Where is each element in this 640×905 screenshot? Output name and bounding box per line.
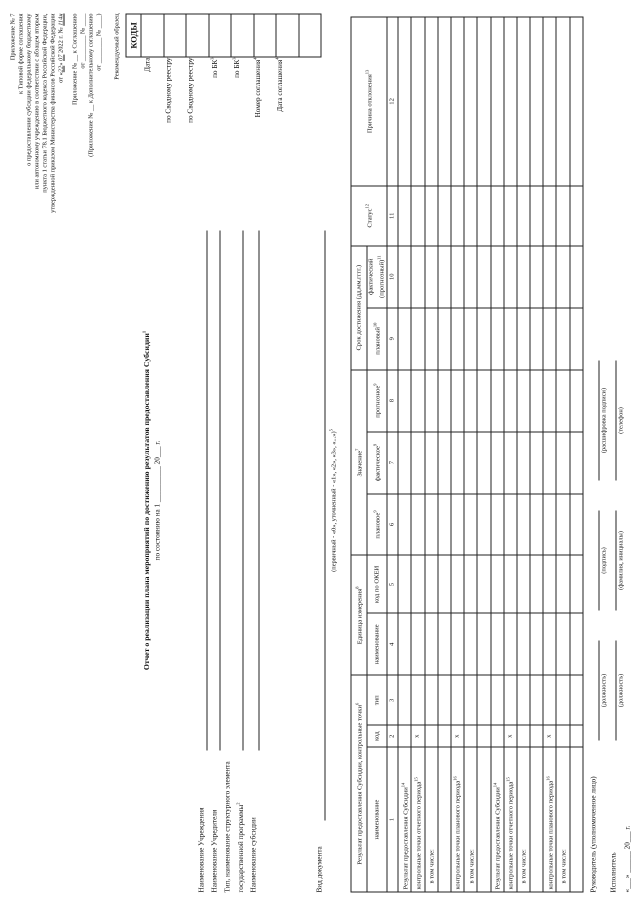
header-type: тип <box>367 675 387 725</box>
row-value-cell[interactable] <box>490 307 503 369</box>
header-okei: код по ОКЕИ <box>367 555 387 613</box>
sig-phone-hint: (телефон) <box>617 406 624 434</box>
row-value-cell[interactable] <box>516 17 529 186</box>
row-name-cell[interactable] <box>530 747 543 892</box>
row-value-cell[interactable] <box>503 555 516 613</box>
row-value-cell[interactable] <box>450 613 463 675</box>
row-value-cell[interactable] <box>569 431 582 493</box>
row-value-cell[interactable] <box>464 17 477 186</box>
row-value-cell[interactable] <box>530 613 543 675</box>
header-term: Срок достижения (дд.мм.гггг.) <box>351 245 367 369</box>
row-value-cell[interactable] <box>450 17 463 186</box>
row-value-cell[interactable] <box>556 369 569 431</box>
header-reason: Причина отклонения$^{13}$ <box>351 17 387 186</box>
label-date: Дата <box>143 57 151 72</box>
column-number: 7 <box>387 431 398 493</box>
row-value-cell[interactable] <box>477 307 490 369</box>
row-code-cell[interactable] <box>516 725 529 747</box>
sig-decode-hint: (расшифровка подписи) <box>600 387 607 453</box>
column-number: 6 <box>387 493 398 555</box>
row-value-cell[interactable] <box>503 185 516 245</box>
row-value-cell[interactable] <box>516 613 529 675</box>
appendix-line: утвержденной приказом Министерства финансов Российской Федерации <box>49 13 56 213</box>
sig-head-label: Руководитель (уполномоченное лицо) <box>589 775 597 892</box>
table-row <box>450 17 463 892</box>
code-cell[interactable] <box>253 14 276 57</box>
row-value-cell[interactable] <box>543 555 556 613</box>
row-value-cell[interactable] <box>516 555 529 613</box>
table-body <box>398 17 583 892</box>
header-unit: Единица измерения$^8$ <box>351 555 367 675</box>
row-code-cell[interactable] <box>490 725 503 747</box>
codes-header: КОДЫ <box>126 14 141 57</box>
row-value-cell[interactable] <box>556 185 569 245</box>
table-row <box>543 17 556 892</box>
row-value-cell[interactable] <box>516 493 529 555</box>
row-value-cell[interactable] <box>490 431 503 493</box>
row-value-cell[interactable] <box>516 431 529 493</box>
row-value-cell[interactable] <box>477 613 490 675</box>
row-value-cell[interactable] <box>437 555 450 613</box>
agreement-ref-line: от ________ № ____ <box>79 13 86 69</box>
appendix-line: Приложение № 7 <box>9 13 16 60</box>
label-bk-1: по $БК^3$ <box>209 57 219 78</box>
row-value-cell[interactable] <box>398 17 411 186</box>
field-program-type: Тип, наименование структурного элемента <box>223 760 231 892</box>
row-value-cell[interactable] <box>503 307 516 369</box>
recommended-label: Рекомендуемый образец <box>113 13 120 80</box>
sig-line <box>598 640 599 740</box>
row-value-cell[interactable] <box>450 675 463 725</box>
row-value-cell[interactable] <box>530 431 543 493</box>
row-code-cell[interactable]: x <box>411 725 424 747</box>
header-plan: плановое$^9$ <box>367 493 387 555</box>
row-value-cell[interactable] <box>530 675 543 725</box>
label-svodny-1: по Сводному реестру <box>164 57 172 123</box>
report-table <box>350 16 583 892</box>
row-name-cell[interactable]: контрольные точки отчетного периода$^{15}$ <box>503 747 516 892</box>
row-value-cell[interactable] <box>398 493 411 555</box>
row-value-cell[interactable] <box>437 17 450 186</box>
row-name-cell[interactable]: в том числе: <box>556 747 569 892</box>
row-value-cell[interactable] <box>530 555 543 613</box>
row-value-cell[interactable] <box>398 185 411 245</box>
sig-line <box>598 360 599 480</box>
sig-executor-label: Исполнитель <box>609 851 617 892</box>
column-number-row <box>387 17 398 892</box>
field-document-type: Вид документа <box>315 845 323 892</box>
code-cell[interactable] <box>231 14 254 57</box>
code-cell[interactable] <box>208 14 231 57</box>
sig-position-hint: (должность) <box>617 673 624 707</box>
row-value-cell[interactable] <box>569 613 582 675</box>
row-value-cell[interactable] <box>503 675 516 725</box>
label-agreement-date: Дата соглашения$^4$ <box>274 57 284 112</box>
field-line <box>258 230 259 750</box>
row-value-cell[interactable] <box>398 369 411 431</box>
row-value-cell[interactable] <box>398 613 411 675</box>
table-row <box>398 17 411 892</box>
row-value-cell[interactable] <box>543 613 556 675</box>
field-line <box>219 230 220 750</box>
row-value-cell[interactable] <box>569 245 582 307</box>
row-value-cell[interactable] <box>437 245 450 307</box>
row-value-cell[interactable] <box>437 493 450 555</box>
appendix-line: к Типовой форме соглашения <box>17 13 24 94</box>
code-cell[interactable] <box>186 14 209 57</box>
appendix-line: о предоставлении субсидии федеральному бюджетному <box>25 13 32 166</box>
column-number: 8 <box>387 369 398 431</box>
row-value-cell[interactable] <box>411 675 424 725</box>
row-value-cell[interactable] <box>530 369 543 431</box>
field-institution: Наименование Учреждения <box>197 807 205 892</box>
row-value-cell[interactable] <box>411 431 424 493</box>
field-program: государственной программы$^2$ <box>235 802 245 892</box>
codes-table <box>125 13 321 57</box>
row-value-cell[interactable] <box>490 369 503 431</box>
field-founder: Наименование Учредителя <box>210 809 218 892</box>
row-value-cell[interactable] <box>450 431 463 493</box>
row-value-cell[interactable] <box>464 369 477 431</box>
row-value-cell[interactable] <box>516 185 529 245</box>
handwritten-number: 114н <box>57 13 64 26</box>
table-row <box>530 17 543 892</box>
label-agreement-number: Номер соглашения$^4$ <box>252 57 262 117</box>
column-number: 3 <box>387 675 398 725</box>
row-value-cell[interactable] <box>516 245 529 307</box>
row-value-cell[interactable] <box>556 431 569 493</box>
row-value-cell[interactable] <box>503 369 516 431</box>
table-row <box>516 17 529 892</box>
column-number: 12 <box>387 17 398 186</box>
code-cell[interactable] <box>298 14 321 57</box>
row-value-cell[interactable] <box>411 245 424 307</box>
row-value-cell[interactable] <box>490 245 503 307</box>
row-value-cell[interactable] <box>543 307 556 369</box>
row-value-cell[interactable] <box>398 555 411 613</box>
row-value-cell[interactable] <box>424 369 437 431</box>
column-number: 4 <box>387 613 398 675</box>
column-number: 9 <box>387 307 398 369</box>
table-row <box>424 17 437 892</box>
code-cell[interactable] <box>276 14 299 57</box>
label-bk-2: по $БК^3$ <box>231 57 241 78</box>
row-value-cell[interactable] <box>477 17 490 186</box>
row-value-cell[interactable] <box>516 675 529 725</box>
row-value-cell[interactable] <box>411 369 424 431</box>
sig-line <box>598 510 599 610</box>
rotated-document-page <box>5 5 635 900</box>
row-value-cell[interactable] <box>543 493 556 555</box>
row-code-cell[interactable] <box>464 725 477 747</box>
field-line <box>324 230 325 820</box>
row-value-cell[interactable] <box>398 245 411 307</box>
table-row <box>503 17 516 892</box>
row-code-cell[interactable] <box>424 725 437 747</box>
code-cell[interactable] <box>163 14 186 57</box>
as-of-date: по состоянию на 1 __________ 20___ г. <box>153 440 161 560</box>
row-value-cell[interactable] <box>477 245 490 307</box>
column-number: 1 <box>387 747 398 892</box>
sig-line <box>615 360 616 480</box>
row-value-cell[interactable] <box>516 369 529 431</box>
row-value-cell[interactable] <box>411 307 424 369</box>
code-cell[interactable] <box>141 14 164 57</box>
row-value-cell[interactable] <box>464 185 477 245</box>
row-value-cell[interactable] <box>569 675 582 725</box>
sig-line <box>615 510 616 610</box>
row-value-cell[interactable] <box>424 185 437 245</box>
row-value-cell[interactable] <box>411 613 424 675</box>
row-value-cell[interactable] <box>437 431 450 493</box>
row-value-cell[interactable] <box>530 493 543 555</box>
row-value-cell[interactable] <box>503 17 516 186</box>
row-value-cell[interactable] <box>503 613 516 675</box>
row-name-cell[interactable]: контрольные точки отчетного периода$^{15}$ <box>411 747 424 892</box>
row-value-cell[interactable] <box>569 307 582 369</box>
row-value-cell[interactable] <box>450 185 463 245</box>
agreement-ref-line: (Приложение № __ к Дополнительному соглашению <box>87 13 94 157</box>
column-number: 11 <box>387 185 398 245</box>
row-code-cell[interactable]: x <box>543 725 556 747</box>
row-name-cell[interactable] <box>569 747 582 892</box>
row-value-cell[interactable] <box>450 493 463 555</box>
row-value-cell[interactable] <box>437 369 450 431</box>
column-number: 5 <box>387 555 398 613</box>
sig-line <box>615 640 616 740</box>
row-value-cell[interactable] <box>464 613 477 675</box>
row-value-cell[interactable] <box>424 675 437 725</box>
row-name-cell[interactable]: Результат предоставления Субсидии$^{14}$ <box>490 747 503 892</box>
appendix-date-line: от «22» 07 2022 г. № 114н <box>57 13 64 83</box>
row-value-cell[interactable] <box>490 493 503 555</box>
header-unit-name: наименование <box>367 613 387 675</box>
row-value-cell[interactable] <box>437 675 450 725</box>
field-line <box>206 230 207 750</box>
row-value-cell[interactable] <box>490 613 503 675</box>
row-value-cell[interactable] <box>530 17 543 186</box>
field-document-type-hint: (первичный - «0», уточненный - «1», «2», «3», «...»)$^5$ <box>328 428 338 572</box>
row-value-cell[interactable] <box>490 185 503 245</box>
row-value-cell[interactable] <box>543 369 556 431</box>
sig-fio-hint: (фамилия, инициалы) <box>617 530 624 590</box>
row-value-cell[interactable] <box>437 307 450 369</box>
row-name-cell[interactable]: в том числе: <box>516 747 529 892</box>
row-value-cell[interactable] <box>490 555 503 613</box>
row-value-cell[interactable] <box>556 675 569 725</box>
row-code-cell[interactable] <box>556 725 569 747</box>
sig-signature-hint: (подпись) <box>600 546 607 574</box>
row-value-cell[interactable] <box>411 555 424 613</box>
row-name-cell[interactable]: в том числе: <box>464 747 477 892</box>
table-row <box>490 17 503 892</box>
appendix-line: или автономному учреждению в соответствии с абзацем вторым <box>33 13 40 189</box>
header-value: Значение$^7$ <box>351 369 367 555</box>
agreement-ref-line: от ________ № ____) <box>95 13 102 71</box>
row-code-cell[interactable] <box>530 725 543 747</box>
agreement-ref-line: Приложение № __ к Соглашению <box>71 13 78 105</box>
row-name-cell[interactable]: в том числе: <box>424 747 437 892</box>
row-value-cell[interactable] <box>424 307 437 369</box>
header-fact: фактическое$^9$ <box>367 431 387 493</box>
row-value-cell[interactable] <box>398 675 411 725</box>
row-value-cell[interactable] <box>503 493 516 555</box>
row-value-cell[interactable] <box>464 245 477 307</box>
row-code-cell[interactable] <box>398 725 411 747</box>
column-number: 10 <box>387 245 398 307</box>
row-value-cell[interactable] <box>411 185 424 245</box>
row-value-cell[interactable] <box>477 185 490 245</box>
row-value-cell[interactable] <box>556 613 569 675</box>
row-value-cell[interactable] <box>569 493 582 555</box>
row-name-cell[interactable] <box>477 747 490 892</box>
appendix-block <box>9 13 65 343</box>
row-value-cell[interactable] <box>398 307 411 369</box>
row-value-cell[interactable] <box>543 431 556 493</box>
table-row <box>437 17 450 892</box>
row-value-cell[interactable] <box>437 185 450 245</box>
row-value-cell[interactable] <box>556 307 569 369</box>
row-value-cell[interactable] <box>530 185 543 245</box>
row-value-cell[interactable] <box>424 431 437 493</box>
row-value-cell[interactable] <box>543 17 556 186</box>
row-code-cell[interactable] <box>437 725 450 747</box>
row-value-cell[interactable] <box>424 245 437 307</box>
header-term-fact: фактический (прогнозный)$^{11}$ <box>367 245 387 307</box>
label-svodny-2: по Сводному реестру <box>186 57 194 123</box>
sig-position-hint: (должность) <box>600 673 607 707</box>
table-row <box>556 17 569 892</box>
row-value-cell[interactable] <box>464 307 477 369</box>
row-value-cell[interactable] <box>569 17 582 186</box>
row-value-cell[interactable] <box>464 675 477 725</box>
row-value-cell[interactable] <box>450 307 463 369</box>
row-value-cell[interactable] <box>424 555 437 613</box>
row-name-cell[interactable] <box>437 747 450 892</box>
row-value-cell[interactable] <box>450 245 463 307</box>
row-name-cell[interactable]: контрольные точки планового периода$^{16}$ <box>450 747 463 892</box>
row-value-cell[interactable] <box>437 613 450 675</box>
table-row <box>569 17 582 892</box>
row-value-cell[interactable] <box>477 555 490 613</box>
table-row <box>411 17 424 892</box>
header-term-plan: плановый$^{10}$ <box>367 307 387 369</box>
field-line <box>242 230 243 750</box>
row-value-cell[interactable] <box>464 555 477 613</box>
row-value-cell[interactable] <box>543 185 556 245</box>
sig-date: «___» ______ 20___ г. <box>623 825 631 892</box>
row-value-cell[interactable] <box>464 431 477 493</box>
table-row <box>464 17 477 892</box>
header-forecast: прогнозное$^9$ <box>367 369 387 431</box>
row-value-cell[interactable] <box>398 431 411 493</box>
row-value-cell[interactable] <box>569 555 582 613</box>
appendix-line: пункта 1 статьи 78.1 Бюджетного кодекса Российской Федерации, <box>41 13 48 193</box>
row-value-cell[interactable] <box>490 17 503 186</box>
row-value-cell[interactable] <box>543 245 556 307</box>
row-value-cell[interactable] <box>450 369 463 431</box>
row-value-cell[interactable] <box>450 555 463 613</box>
row-value-cell[interactable] <box>543 675 556 725</box>
header-result: Результат предоставления Субсидии, контрольные точки$^6$ <box>351 675 367 892</box>
handwritten-month: 07 <box>57 54 64 61</box>
row-code-cell[interactable] <box>477 725 490 747</box>
header-name: наименование <box>367 747 387 892</box>
row-value-cell[interactable] <box>424 613 437 675</box>
column-number: 2 <box>387 725 398 747</box>
row-value-cell[interactable] <box>530 307 543 369</box>
row-value-cell[interactable] <box>477 431 490 493</box>
row-value-cell[interactable] <box>411 493 424 555</box>
row-value-cell[interactable] <box>424 493 437 555</box>
field-subsidy-name: Наименование субсидии <box>249 816 257 892</box>
row-value-cell[interactable] <box>569 185 582 245</box>
row-code-cell[interactable]: x <box>503 725 516 747</box>
row-name-cell[interactable]: контрольные точки планового периода$^{16}$ <box>543 747 556 892</box>
header-status: Статус$^{12}$ <box>351 185 387 245</box>
row-value-cell[interactable] <box>569 369 582 431</box>
row-value-cell[interactable] <box>424 17 437 186</box>
row-value-cell[interactable] <box>503 245 516 307</box>
row-name-cell[interactable]: Результат предоставления Субсидии$^{14}$ <box>398 747 411 892</box>
row-value-cell[interactable] <box>530 245 543 307</box>
row-value-cell[interactable] <box>516 307 529 369</box>
row-value-cell[interactable] <box>477 675 490 725</box>
handwritten-day: 22 <box>57 65 64 72</box>
table-row <box>477 17 490 892</box>
row-value-cell[interactable] <box>503 431 516 493</box>
row-value-cell[interactable] <box>411 17 424 186</box>
row-value-cell[interactable] <box>464 493 477 555</box>
row-value-cell[interactable] <box>477 493 490 555</box>
row-value-cell[interactable] <box>556 493 569 555</box>
header-code: код <box>367 725 387 747</box>
report-title: Отчет о реализации плана мероприятий по достижению результатов предоставления Субсидии$^1$ <box>141 330 151 670</box>
row-value-cell[interactable] <box>556 555 569 613</box>
row-code-cell[interactable]: x <box>450 725 463 747</box>
row-code-cell[interactable] <box>569 725 582 747</box>
row-value-cell[interactable] <box>490 675 503 725</box>
row-value-cell[interactable] <box>477 369 490 431</box>
agreement-ref-block <box>71 13 103 273</box>
row-value-cell[interactable] <box>556 245 569 307</box>
row-value-cell[interactable] <box>556 17 569 186</box>
